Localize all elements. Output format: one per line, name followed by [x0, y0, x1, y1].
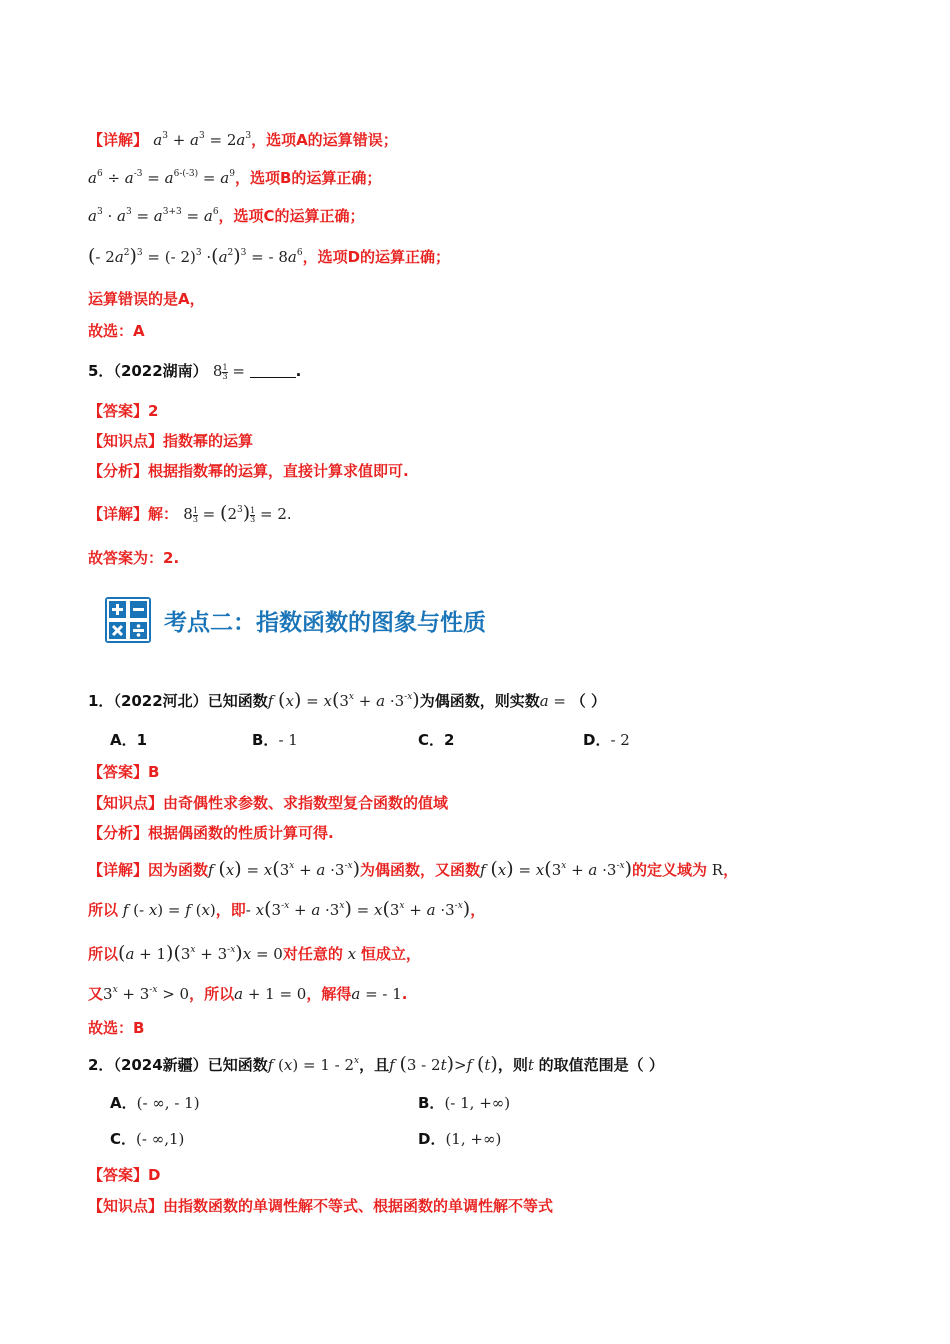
- formula: f (3 - 2t)>f (t): [389, 1053, 498, 1075]
- option-label: A．: [110, 1094, 137, 1112]
- knowledge-line: 【知识点】由指数函数的单调性解不等式、根据函数的单调性解不等式: [88, 1197, 554, 1215]
- option-label: D．: [418, 1130, 446, 1148]
- formula: $a^3 \cdot a^3 = a^{3+3} = a^6$: [88, 207, 219, 225]
- option-value: - 1: [278, 731, 298, 749]
- detail-text: 的定义域为: [632, 861, 708, 879]
- calculator-icon: [104, 596, 152, 644]
- detail-line-c: [88, 205, 365, 227]
- question-number: 5．: [88, 362, 114, 380]
- question-text: 的取值范围是（ ）: [538, 1056, 664, 1074]
- question-source: （2024新疆）: [113, 1056, 208, 1074]
- question-text: ，则: [497, 1056, 528, 1074]
- answer-line: 【答案】2: [88, 402, 159, 420]
- detail-text: ，: [470, 901, 486, 919]
- question-5: [88, 360, 301, 382]
- wrong-line: 运算错误的是A，: [88, 290, 205, 308]
- detail-tag: 【详解】: [88, 131, 149, 149]
- detail-text: 对任意的: [282, 945, 343, 963]
- option-label: C．: [110, 1130, 137, 1148]
- detail-text: ，即: [215, 901, 246, 919]
- formula: x: [342, 945, 361, 963]
- section-title: 考点二：指数函数的图象与性质: [164, 609, 486, 636]
- answer-blank: [250, 363, 296, 378]
- formula: $a^3 + a^3 = 2a^3$: [153, 131, 252, 149]
- option-c[interactable]: [110, 1128, 184, 1150]
- answer-line: 【答案】D: [88, 1166, 161, 1184]
- formula: f $(x) = x(3^x + a \cdot 3^{-x})$: [267, 689, 420, 711]
- knowledge-line: 【知识点】指数幂的运算: [88, 432, 254, 450]
- detail-text: 又: [88, 985, 104, 1003]
- section-heading: [104, 596, 486, 644]
- option-d[interactable]: [418, 1128, 501, 1150]
- formula: f (- x) = f (x): [122, 901, 216, 919]
- question-text: 为偶函数，则实数: [419, 692, 540, 710]
- detail-line-4: [88, 983, 408, 1005]
- formula: f $(x) = x(3^x + a \cdot 3^{-x})$: [480, 858, 633, 880]
- analysis-line: 【分析】根据指数幂的运算，直接计算求值即可.: [88, 462, 409, 480]
- conclusion-line: 故答案为：2.: [88, 549, 180, 567]
- option-label: C．: [418, 731, 445, 749]
- detail-text: ，解得: [306, 985, 352, 1003]
- formula: a: [539, 692, 549, 710]
- option-value: (- ∞,1): [136, 1130, 185, 1148]
- answer-line: 【答案】B: [88, 763, 160, 781]
- option-value: 1: [136, 731, 148, 749]
- question-number: 1．: [88, 692, 114, 710]
- formula: (- $2a^2)^3$ = (- $2)^3 \cdot(a^2)^3$ = - $8a^6$: [88, 245, 303, 267]
- option-value: (- ∞, - 1): [136, 1094, 200, 1112]
- formula: a = - 1: [351, 985, 402, 1003]
- formula: f (x) = 1 - 2$^x$: [267, 1056, 360, 1074]
- option-label: A．: [110, 731, 137, 749]
- detail-text: 所以: [88, 945, 119, 963]
- formula: 8 $\frac{1}{3}$ =: [212, 362, 250, 381]
- detail-text: ，所以: [189, 985, 235, 1003]
- option-label: D．: [583, 731, 611, 749]
- detail-text: ，选项C的运算正确；: [218, 207, 365, 225]
- question-text: （ ）: [570, 692, 606, 710]
- detail-text: 所以: [88, 901, 119, 919]
- option-b[interactable]: [252, 729, 298, 751]
- option-value: - 2: [610, 731, 630, 749]
- detail-line-3: [88, 942, 421, 965]
- option-value: 2: [444, 731, 455, 749]
- detail-text: ，选项B的运算正确；: [234, 169, 382, 187]
- question-2: [88, 1053, 664, 1076]
- question-source: （2022湖南）: [113, 362, 208, 380]
- detail-text: .: [401, 985, 408, 1003]
- formula: f $(x) = x(3^x + a \cdot 3^{-x})$: [208, 858, 361, 880]
- detail-text: 因为函数: [148, 861, 209, 879]
- formula: 8 $\frac{1}{3}$ = $(2^3)$ $\frac{1}{3}$ = 2: [183, 502, 287, 524]
- formula: =: [548, 692, 571, 710]
- detail-text: 解：: [148, 505, 179, 523]
- option-label: B．: [418, 1094, 445, 1112]
- option-label: B．: [252, 731, 279, 749]
- detail-text: ，: [723, 861, 739, 879]
- detail-line: 【详解】解： 8 $\frac{1}{3}$ = $(2^3)$ $\frac{1}{3}$ = 2.: [88, 502, 292, 524]
- detail-line-b: [88, 167, 381, 189]
- option-value: (- 1, +∞): [444, 1094, 511, 1112]
- detail-line-a: [88, 129, 398, 151]
- formula: a + 1 = 0: [234, 985, 307, 1003]
- period: .: [295, 362, 302, 380]
- option-d[interactable]: [583, 729, 630, 751]
- option-a[interactable]: [110, 1092, 200, 1114]
- formula: $(a + 1)(3^x + 3^{-x})x = 0$: [118, 942, 283, 964]
- detail-line-1: [88, 858, 738, 881]
- option-c[interactable]: [418, 729, 454, 751]
- question-source: （2022河北）: [113, 692, 208, 710]
- detail-text: ，选项A的运算错误；: [251, 131, 398, 149]
- choose-line: 故选：A: [88, 322, 145, 340]
- detail-text: ，选项D的运算正确；: [302, 248, 451, 266]
- question-text: ，且: [359, 1056, 390, 1074]
- choose-line: 故选：B: [88, 1019, 145, 1037]
- detail-line-d: [88, 245, 450, 268]
- formula: $3^x + 3^{-x} > 0$: [103, 985, 190, 1003]
- detail-tag: 【详解】: [88, 505, 149, 523]
- formula: $a^6 \div a^{-3} = a^{6-(-3)} = a^9$: [88, 169, 235, 187]
- detail-line-2: [88, 898, 485, 921]
- question-text: 已知函数: [207, 1056, 268, 1074]
- option-a[interactable]: [110, 729, 147, 751]
- formula: R: [707, 861, 724, 879]
- option-value: (1, +∞): [445, 1130, 502, 1148]
- question-1: [88, 689, 606, 712]
- question-number: 2．: [88, 1056, 114, 1074]
- formula: - $x(3^{-x} + a \cdot 3^x) = x(3^x + a \cdot 3^{-x})$: [245, 898, 471, 920]
- analysis-line: 【分析】根据偶函数的性质计算可得.: [88, 824, 334, 842]
- knowledge-line: 【知识点】由奇偶性求参数、求指数型复合函数的值域: [88, 794, 449, 812]
- detail-tag: 【详解】: [88, 861, 149, 879]
- option-b[interactable]: [418, 1092, 510, 1114]
- formula: t: [527, 1056, 539, 1074]
- question-text: 已知函数: [207, 692, 268, 710]
- detail-text: 为偶函数，又函数: [360, 861, 481, 879]
- detail-text: 恒成立，: [360, 945, 421, 963]
